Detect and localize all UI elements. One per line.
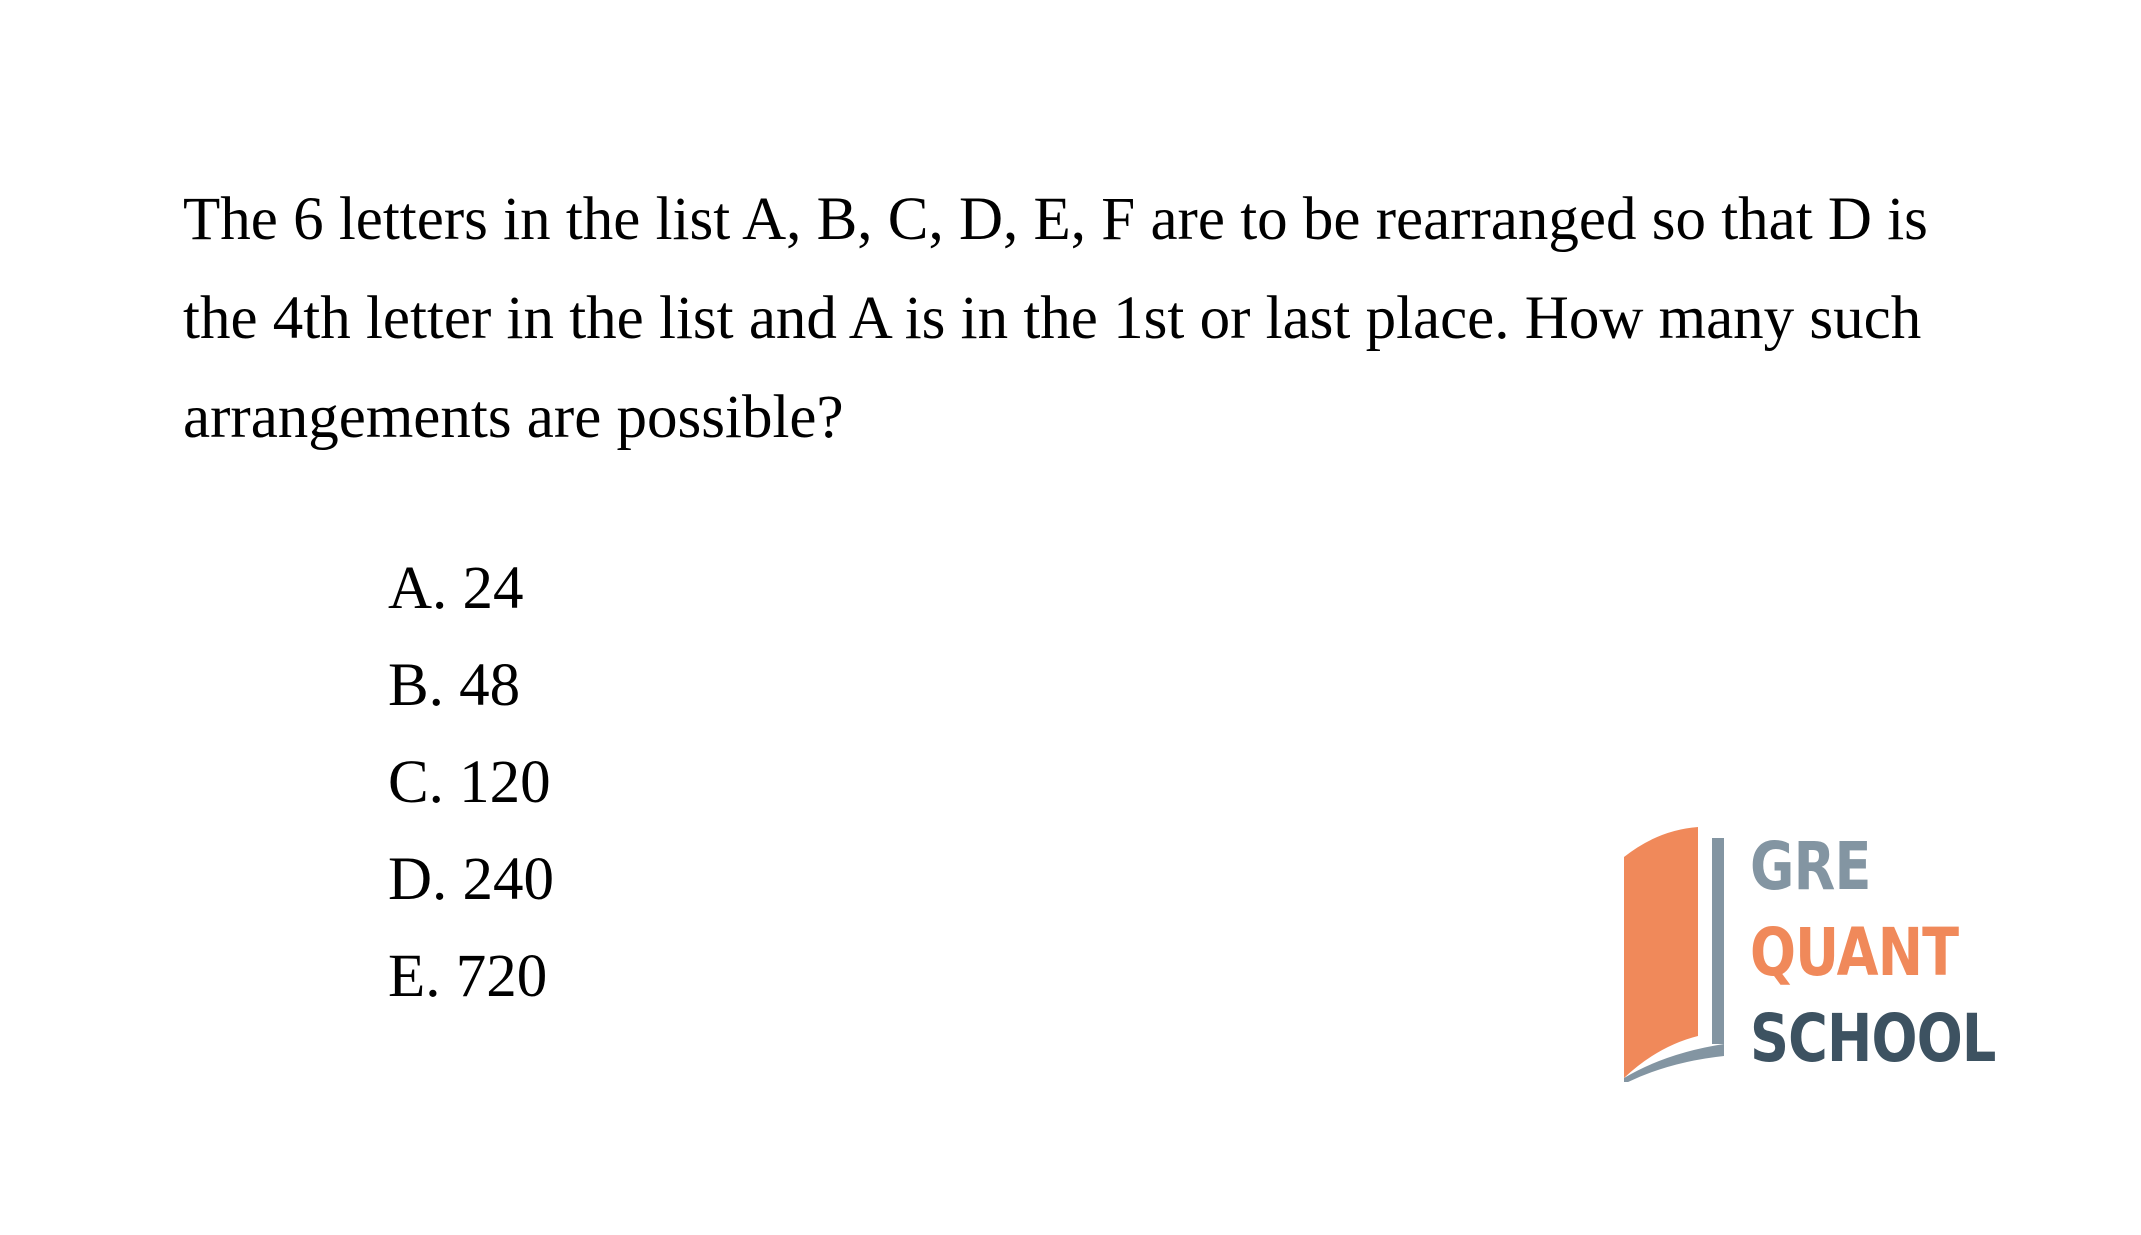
logo-line-quant: QUANT: [1750, 914, 1959, 991]
logo-line-school: SCHOOL: [1750, 1000, 1996, 1077]
answer-choices: [388, 540, 554, 1025]
choice-b[interactable]: B. 48: [388, 652, 521, 719]
logo-line-gre: GRE: [1750, 828, 1871, 905]
choice-d[interactable]: D. 240: [388, 846, 555, 913]
choice-a[interactable]: A. 24: [388, 555, 524, 622]
choice-e[interactable]: E. 720: [388, 943, 548, 1010]
question-text: The 6 letters in the list A, B, C, D, E, F are to be rearranged so that D is the 4th letter in the list and A is in the 1st or last place. How many such arrangements are possible?: [183, 186, 1928, 451]
gre-quant-school-logo: [1618, 822, 1996, 1082]
book-page-orange: [1624, 827, 1698, 1078]
choice-c[interactable]: C. 120: [388, 749, 551, 816]
book-spine: [1712, 838, 1724, 1044]
book-icon: [1618, 822, 1738, 1082]
